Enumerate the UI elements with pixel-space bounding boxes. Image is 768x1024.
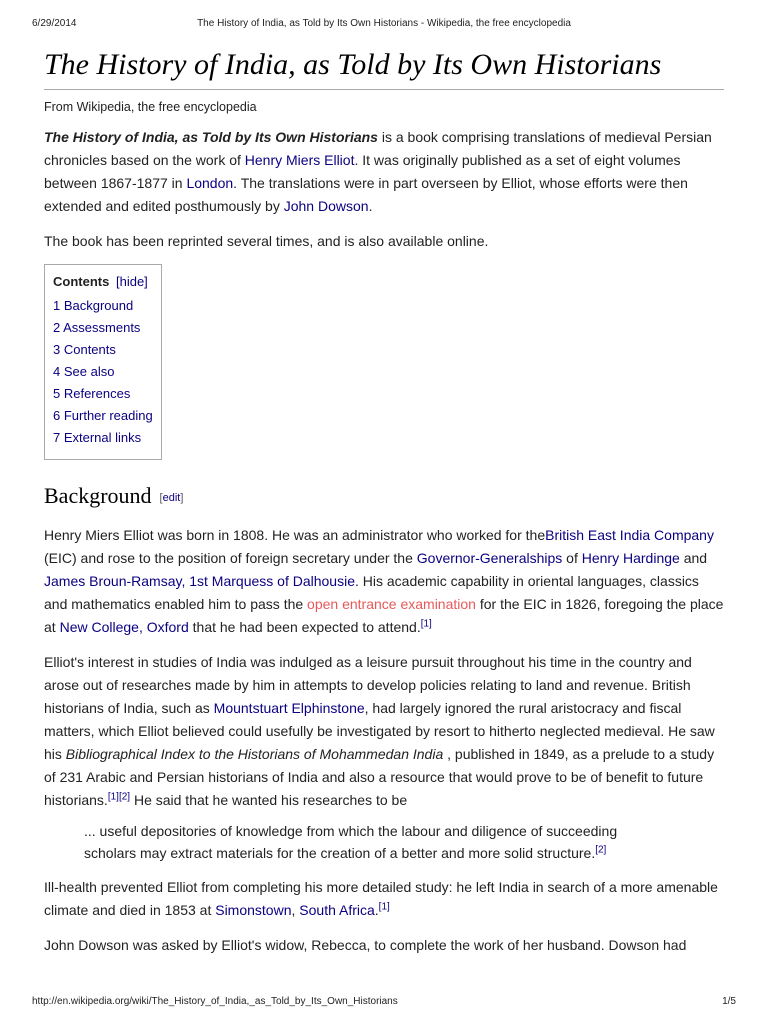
- paragraph-text: . His academic capability in oriental languages, classics and mathematics enabled him to pass the: [44, 572, 699, 612]
- intro-paragraph: [44, 126, 724, 218]
- paragraph-text: Henry Miers Elliot was born in 1808. He was an administrator who worked for the: [44, 526, 546, 543]
- edit-link[interactable]: [edit]: [159, 491, 184, 504]
- link-james-broun-ramsay[interactable]: James Broun-Ramsay, 1st Marquess of Dalhousie: [44, 572, 355, 589]
- link-henry-miers-elliot[interactable]: Henry Miers Elliot: [244, 152, 355, 168]
- book-title-italic: Bibliographical Index to the Historians of Mohammedan India: [65, 745, 444, 762]
- paragraph-text: that he had been expected to attend.: [188, 618, 421, 635]
- link-mountstuart-elphinstone[interactable]: Mountstuart Elphinstone: [213, 699, 365, 716]
- intro-text: . It was originally published as a set of eight volumes between 1867-1877 in: [44, 152, 681, 191]
- print-url: http://en.wikipedia.org/wiki/The_History_of_India,_as_Told_by_Its_Own_Historians: [32, 996, 398, 1007]
- link-new-college-oxford[interactable]: New College, Oxford: [59, 618, 189, 635]
- toc-header: [53, 274, 153, 289]
- paragraph-text: for the EIC in 1826, foregoing the place at: [44, 595, 724, 635]
- link-john-dowson[interactable]: John Dowson: [283, 198, 369, 214]
- citation-ref-1[interactable]: [1]: [378, 901, 390, 913]
- paragraph-text: Ill-health prevented Elliot from completing his more detailed study: he left India in search of a more amenable climate and died in 1853 at: [44, 878, 718, 918]
- toc-item-label: 5 References: [53, 386, 131, 401]
- paragraph-text: of: [562, 549, 582, 566]
- paragraph-text: Elliot's interest in studies of India was indulged as a leisure pursuit throughout his time in the country and arose out of researches made by him in attempts to develop policies relating to land and revenue. British historians of India, such as: [44, 653, 692, 716]
- toc-hide-toggle[interactable]: [hide]: [115, 274, 148, 289]
- paragraph-text: .: [374, 901, 379, 918]
- link-south-africa[interactable]: South Africa: [299, 901, 375, 918]
- print-title: The History of India, as Told by Its Own Historians - Wikipedia, the free encyclopedia: [197, 18, 571, 29]
- edit-label: edit: [162, 491, 181, 504]
- toc-item-further-reading[interactable]: [53, 405, 153, 427]
- article-content: [44, 46, 724, 957]
- toc-item-label: 7 External links: [53, 430, 142, 445]
- print-date: 6/29/2014: [32, 18, 77, 29]
- section-title: Background: [44, 483, 152, 508]
- section-heading-background: [44, 482, 724, 512]
- paragraph-text: ,: [291, 901, 300, 918]
- table-of-contents: [44, 264, 162, 460]
- intro-paragraph-2: The book has been reprinted several times, and is also available online.: [44, 233, 489, 249]
- print-header: [32, 18, 736, 32]
- background-paragraph-1: [44, 524, 724, 639]
- citation-ref-1[interactable]: [1]: [420, 618, 432, 630]
- link-simonstown[interactable]: Simonstown: [215, 901, 292, 918]
- toc-hide-label: hide: [119, 274, 145, 289]
- toc-item-label: 2 Assessments: [53, 320, 141, 335]
- citation-ref-2[interactable]: [2]: [118, 791, 131, 803]
- toc-item-assessments[interactable]: [53, 317, 153, 339]
- background-paragraph-2: [44, 651, 724, 812]
- paragraph-text: (EIC) and rose to the position of foreign secretary under the: [44, 549, 417, 566]
- toc-item-references[interactable]: [53, 383, 153, 405]
- toc-item-external-links[interactable]: [53, 427, 153, 449]
- toc-item-label: 4 See also: [53, 364, 115, 379]
- citation-ref-1[interactable]: [1]: [107, 791, 119, 803]
- toc-item-label: 3 Contents: [53, 342, 116, 357]
- link-henry-hardinge[interactable]: Henry Hardinge: [581, 549, 680, 566]
- paragraph-text: and: [679, 549, 708, 566]
- page-number: 1/5: [722, 996, 736, 1007]
- paragraph-text: , published in 1849, as a prelude to a study of 231 Arabic and Persian historians of India and also a resource that would prove to be of benefit to future historians.: [44, 745, 715, 808]
- page-title: The History of India, as Told by Its Own Historians: [44, 46, 724, 90]
- toc-item-background[interactable]: [53, 295, 153, 317]
- toc-list: [53, 295, 153, 449]
- link-london[interactable]: London: [186, 175, 234, 191]
- link-governor-generalships[interactable]: Governor-Generalships: [416, 549, 563, 566]
- link-british-east-india-company[interactable]: British East India Company: [545, 526, 714, 543]
- intro-text: .: [368, 198, 373, 214]
- toc-item-label: 1 Background: [53, 298, 134, 313]
- toc-item-label: 6 Further reading: [53, 408, 153, 423]
- background-paragraph-3: [44, 876, 724, 922]
- quote-text: ... useful depositories of knowledge from which the labour and diligence of succeeding scholars may extract materials for the creation of a better and more solid structure.: [84, 822, 618, 861]
- paragraph-text: He said that he wanted his researches to be: [130, 791, 408, 808]
- intro-text: is a book comprising translations of medieval Persian chronicles based on the work of: [44, 129, 712, 168]
- tagline: From Wikipedia, the free encyclopedia: [44, 100, 257, 114]
- link-open-entrance-examination[interactable]: open entrance examination: [307, 595, 476, 612]
- citation-ref-2[interactable]: [2]: [595, 844, 607, 856]
- paragraph-text: , had largely ignored the rural aristocracy and fiscal matters, which Elliot believed could usefully be investigated by resort to hitherto neglected medieval. He saw his: [44, 699, 715, 762]
- toc-title: Contents: [53, 274, 110, 289]
- quote-block: [84, 820, 644, 864]
- print-footer: [32, 996, 736, 1010]
- intro-bold-title: The History of India, as Told by Its Own Historians: [44, 129, 378, 145]
- background-paragraph-4: John Dowson was asked by Elliot's widow, Rebecca, to complete the work of her husband. Dowson had: [44, 936, 687, 953]
- toc-item-contents[interactable]: [53, 339, 153, 361]
- toc-item-see-also[interactable]: [53, 361, 153, 383]
- intro-text: . The translations were in part overseen by Elliot, whose efforts were then extended and edited posthumously by: [44, 175, 688, 214]
